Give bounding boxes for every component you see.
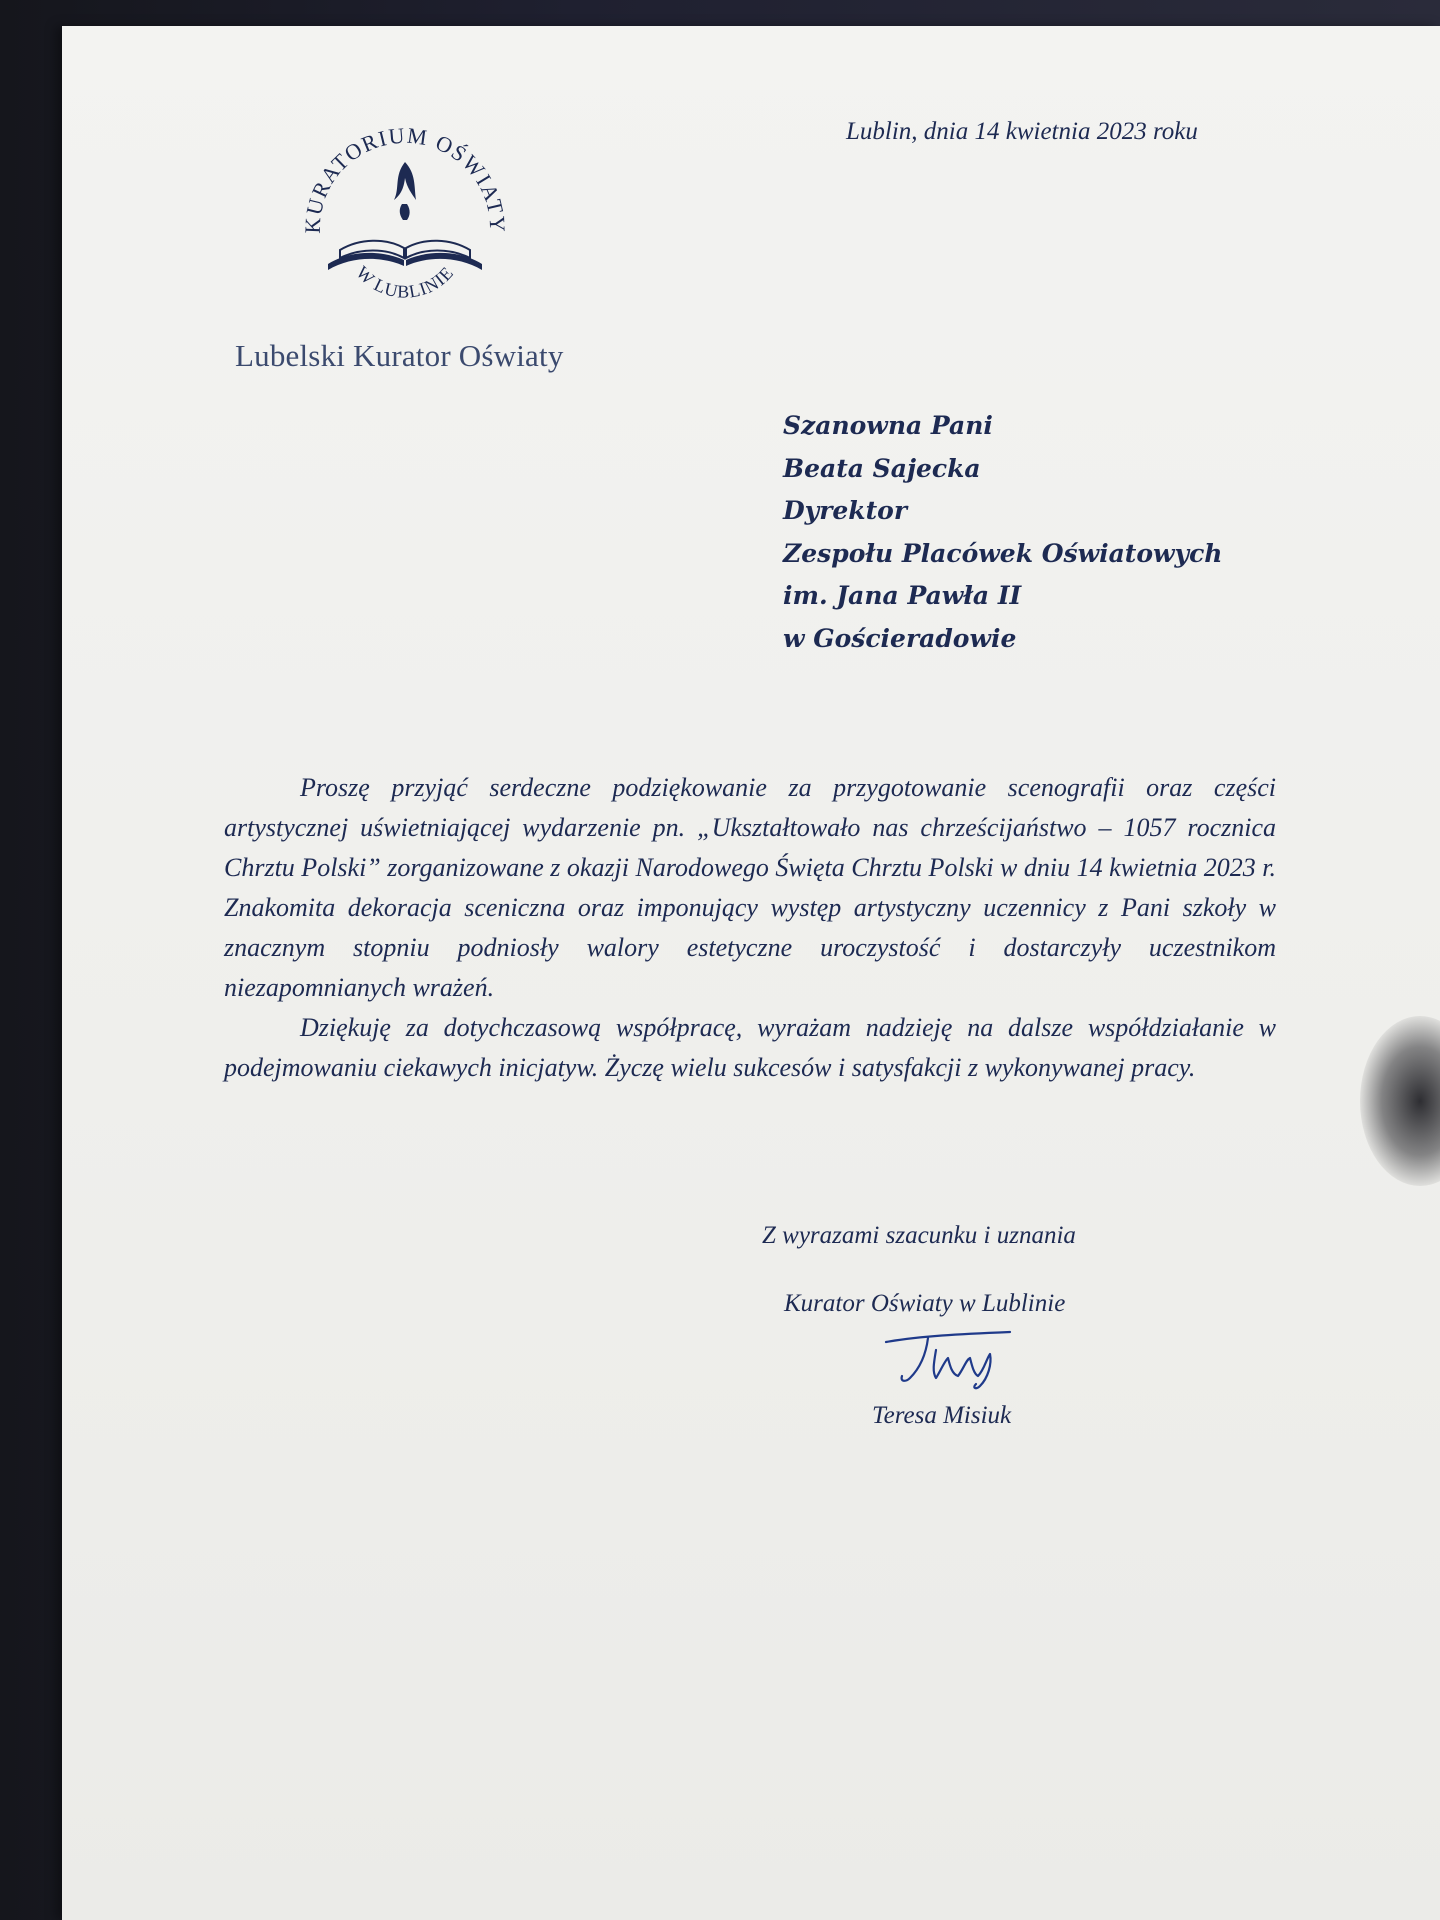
seal-top-text: KURATORIUM OŚWIATY bbox=[299, 122, 511, 234]
letter-body bbox=[224, 768, 1276, 1088]
addressee-institution-patron: im. Jana Pawła II bbox=[783, 581, 1022, 610]
office-name: Lubelski Kurator Oświaty bbox=[235, 338, 564, 373]
handwritten-signature bbox=[880, 1328, 1020, 1398]
addressee-name: Beata Sajecka bbox=[783, 453, 981, 483]
closing-line: Z wyrazami szacunku i uznania bbox=[762, 1222, 1076, 1249]
body-paragraph-thanks: Proszę przyjąć serdeczne podziękowanie za przygotowanie scenografii oraz części artystycznej uświetniającej wydarzenie pn. „Ukształtowało nas chrześcijaństwo – 1057 rocznica Chrztu Polski” zorganizowane z okazji Narodowego Święta Chrztu Polski w dniu 14 kwietnia 2023 r. Znakomita dekoracja sceniczna oraz imponujący występ artystyczny uczennicy z Pani szkoły w znacznym stopniu podniosły walory estetyczne uroczystość i dostarczyły uczestnikom niezapomnianych wrażeń. bbox=[224, 773, 1276, 1002]
signer-title: Kurator Oświaty w Lublinie bbox=[784, 1290, 1066, 1317]
addressee-salutation: Szanowna Pani bbox=[783, 411, 993, 440]
kuratorium-seal-logo bbox=[290, 100, 520, 330]
signer-name: Teresa Misiuk bbox=[872, 1402, 1012, 1429]
addressee-institution: Zespołu Placówek Oświatowych bbox=[783, 538, 1223, 568]
addressee-location: w Gościeradowie bbox=[783, 623, 1017, 653]
svg-text:W LUBLINIE bbox=[352, 262, 457, 302]
finger-shadow bbox=[1360, 1016, 1440, 1186]
seal-bottom-text: W LUBLINIE bbox=[352, 262, 458, 302]
date-line: Lublin, dnia 14 kwietnia 2023 roku bbox=[846, 118, 1198, 145]
body-paragraph-wishes: Dziękuję za dotychczasową współpracę, wyrażam nadzieję na dalsze współdziałanie w podejmowaniu ciekawych inicjatyw. Życzę wielu sukcesów i satysfakcji z wykonywanej pracy. bbox=[224, 1013, 1276, 1082]
addressee-block bbox=[783, 405, 1222, 660]
addressee-position: Dyrektor bbox=[783, 496, 907, 525]
